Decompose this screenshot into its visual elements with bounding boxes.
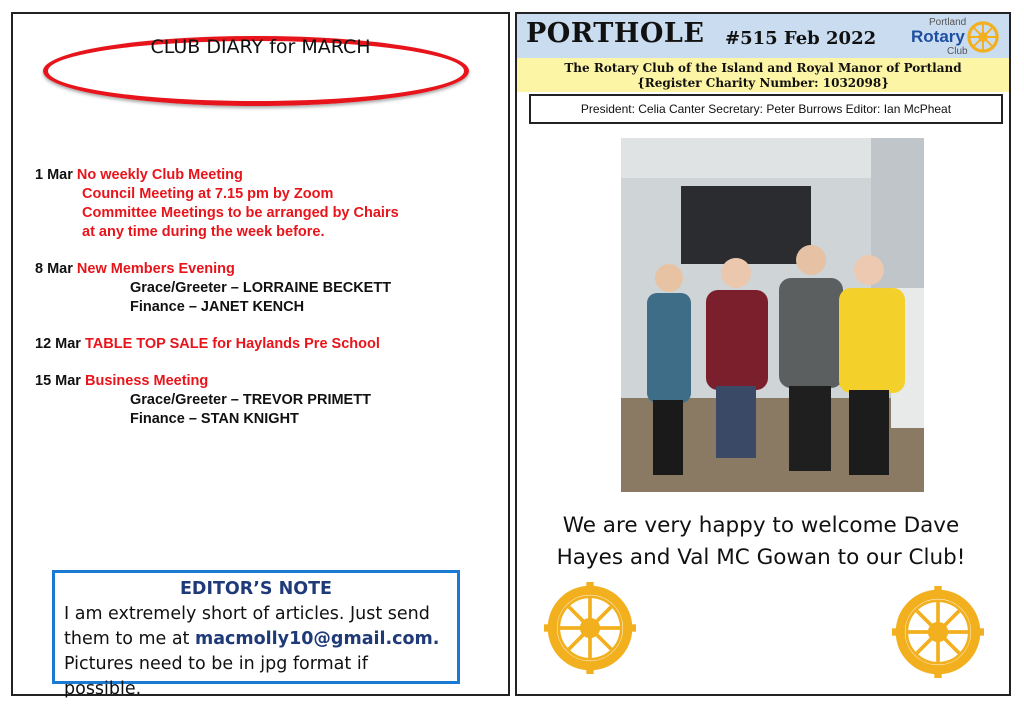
rotary-wheel-icon	[544, 582, 636, 674]
charity-number: {Register Charity Number: 1032098}	[637, 76, 889, 90]
diary-panel	[11, 12, 510, 699]
diary-title: CLUB DIARY for MARCH	[150, 36, 371, 58]
rotary-logo	[909, 17, 999, 57]
editors-note-title: EDITOR’S NOTE	[179, 579, 333, 599]
entry-detail: Grace/Greeter – LORRAINE BECKETT	[130, 280, 392, 296]
club-banner	[517, 58, 1009, 92]
logo-rotary-text: Rotary	[911, 27, 965, 46]
entry-date: 8 Mar	[35, 261, 73, 277]
entry-event: New Members Evening	[76, 261, 235, 277]
entry-detail: Council Meeting at 7.15 pm by Zoom	[82, 186, 334, 202]
entry-event: No weekly Club Meeting	[76, 167, 243, 183]
diary-list	[35, 166, 495, 447]
editor-email-link[interactable]: macmolly10@gmail.com.	[195, 629, 440, 649]
diary-entry	[35, 335, 495, 354]
diary-entry	[35, 166, 495, 242]
officers-box: President: Celia Canter Secretary: Peter Burrows Editor: Ian McPheat	[529, 94, 1003, 124]
entry-detail: at any time during the week before.	[82, 224, 325, 240]
logo-club-text: Club	[947, 46, 968, 57]
diary-entry	[35, 372, 495, 429]
club-name: The Rotary Club of the Island and Royal Manor of Portland	[564, 61, 962, 75]
editors-note-line: I am extremely short of articles. Just send	[64, 604, 430, 624]
diary-entry	[35, 260, 495, 317]
entry-date: 12 Mar	[35, 336, 81, 352]
welcome-message: We are very happy to welcome Dave Hayes and Val MC Gowan to our Club!	[556, 513, 966, 570]
rotary-wheel-icon	[892, 586, 984, 678]
editors-note	[52, 570, 460, 699]
masthead	[517, 14, 1009, 58]
entry-event: Business Meeting	[84, 373, 209, 389]
entry-date: 15 Mar	[35, 373, 81, 389]
entry-detail: Committee Meetings to be arranged by Chairs	[82, 205, 399, 221]
logo-portland-text: Portland	[929, 17, 967, 28]
entry-date: 1 Mar	[35, 167, 73, 183]
rotary-wheel-icon	[967, 21, 999, 53]
entry-detail: Grace/Greeter – TREVOR PRIMETT	[130, 392, 371, 408]
editors-note-text: them to me at	[64, 629, 195, 649]
entry-detail: Finance – JANET KENCH	[130, 299, 305, 315]
entry-detail: Finance – STAN KNIGHT	[130, 411, 299, 427]
newsletter-panel	[515, 12, 1011, 696]
editors-note-line: Pictures need to be in jpg format if possible.	[64, 654, 368, 699]
newsletter-title: PORTHOLE	[526, 18, 705, 49]
issue-number: #515 Feb 2022	[725, 28, 877, 49]
group-photo	[621, 138, 924, 492]
entry-event: TABLE TOP SALE for Haylands Pre School	[84, 336, 380, 352]
editors-note-line	[64, 627, 448, 652]
